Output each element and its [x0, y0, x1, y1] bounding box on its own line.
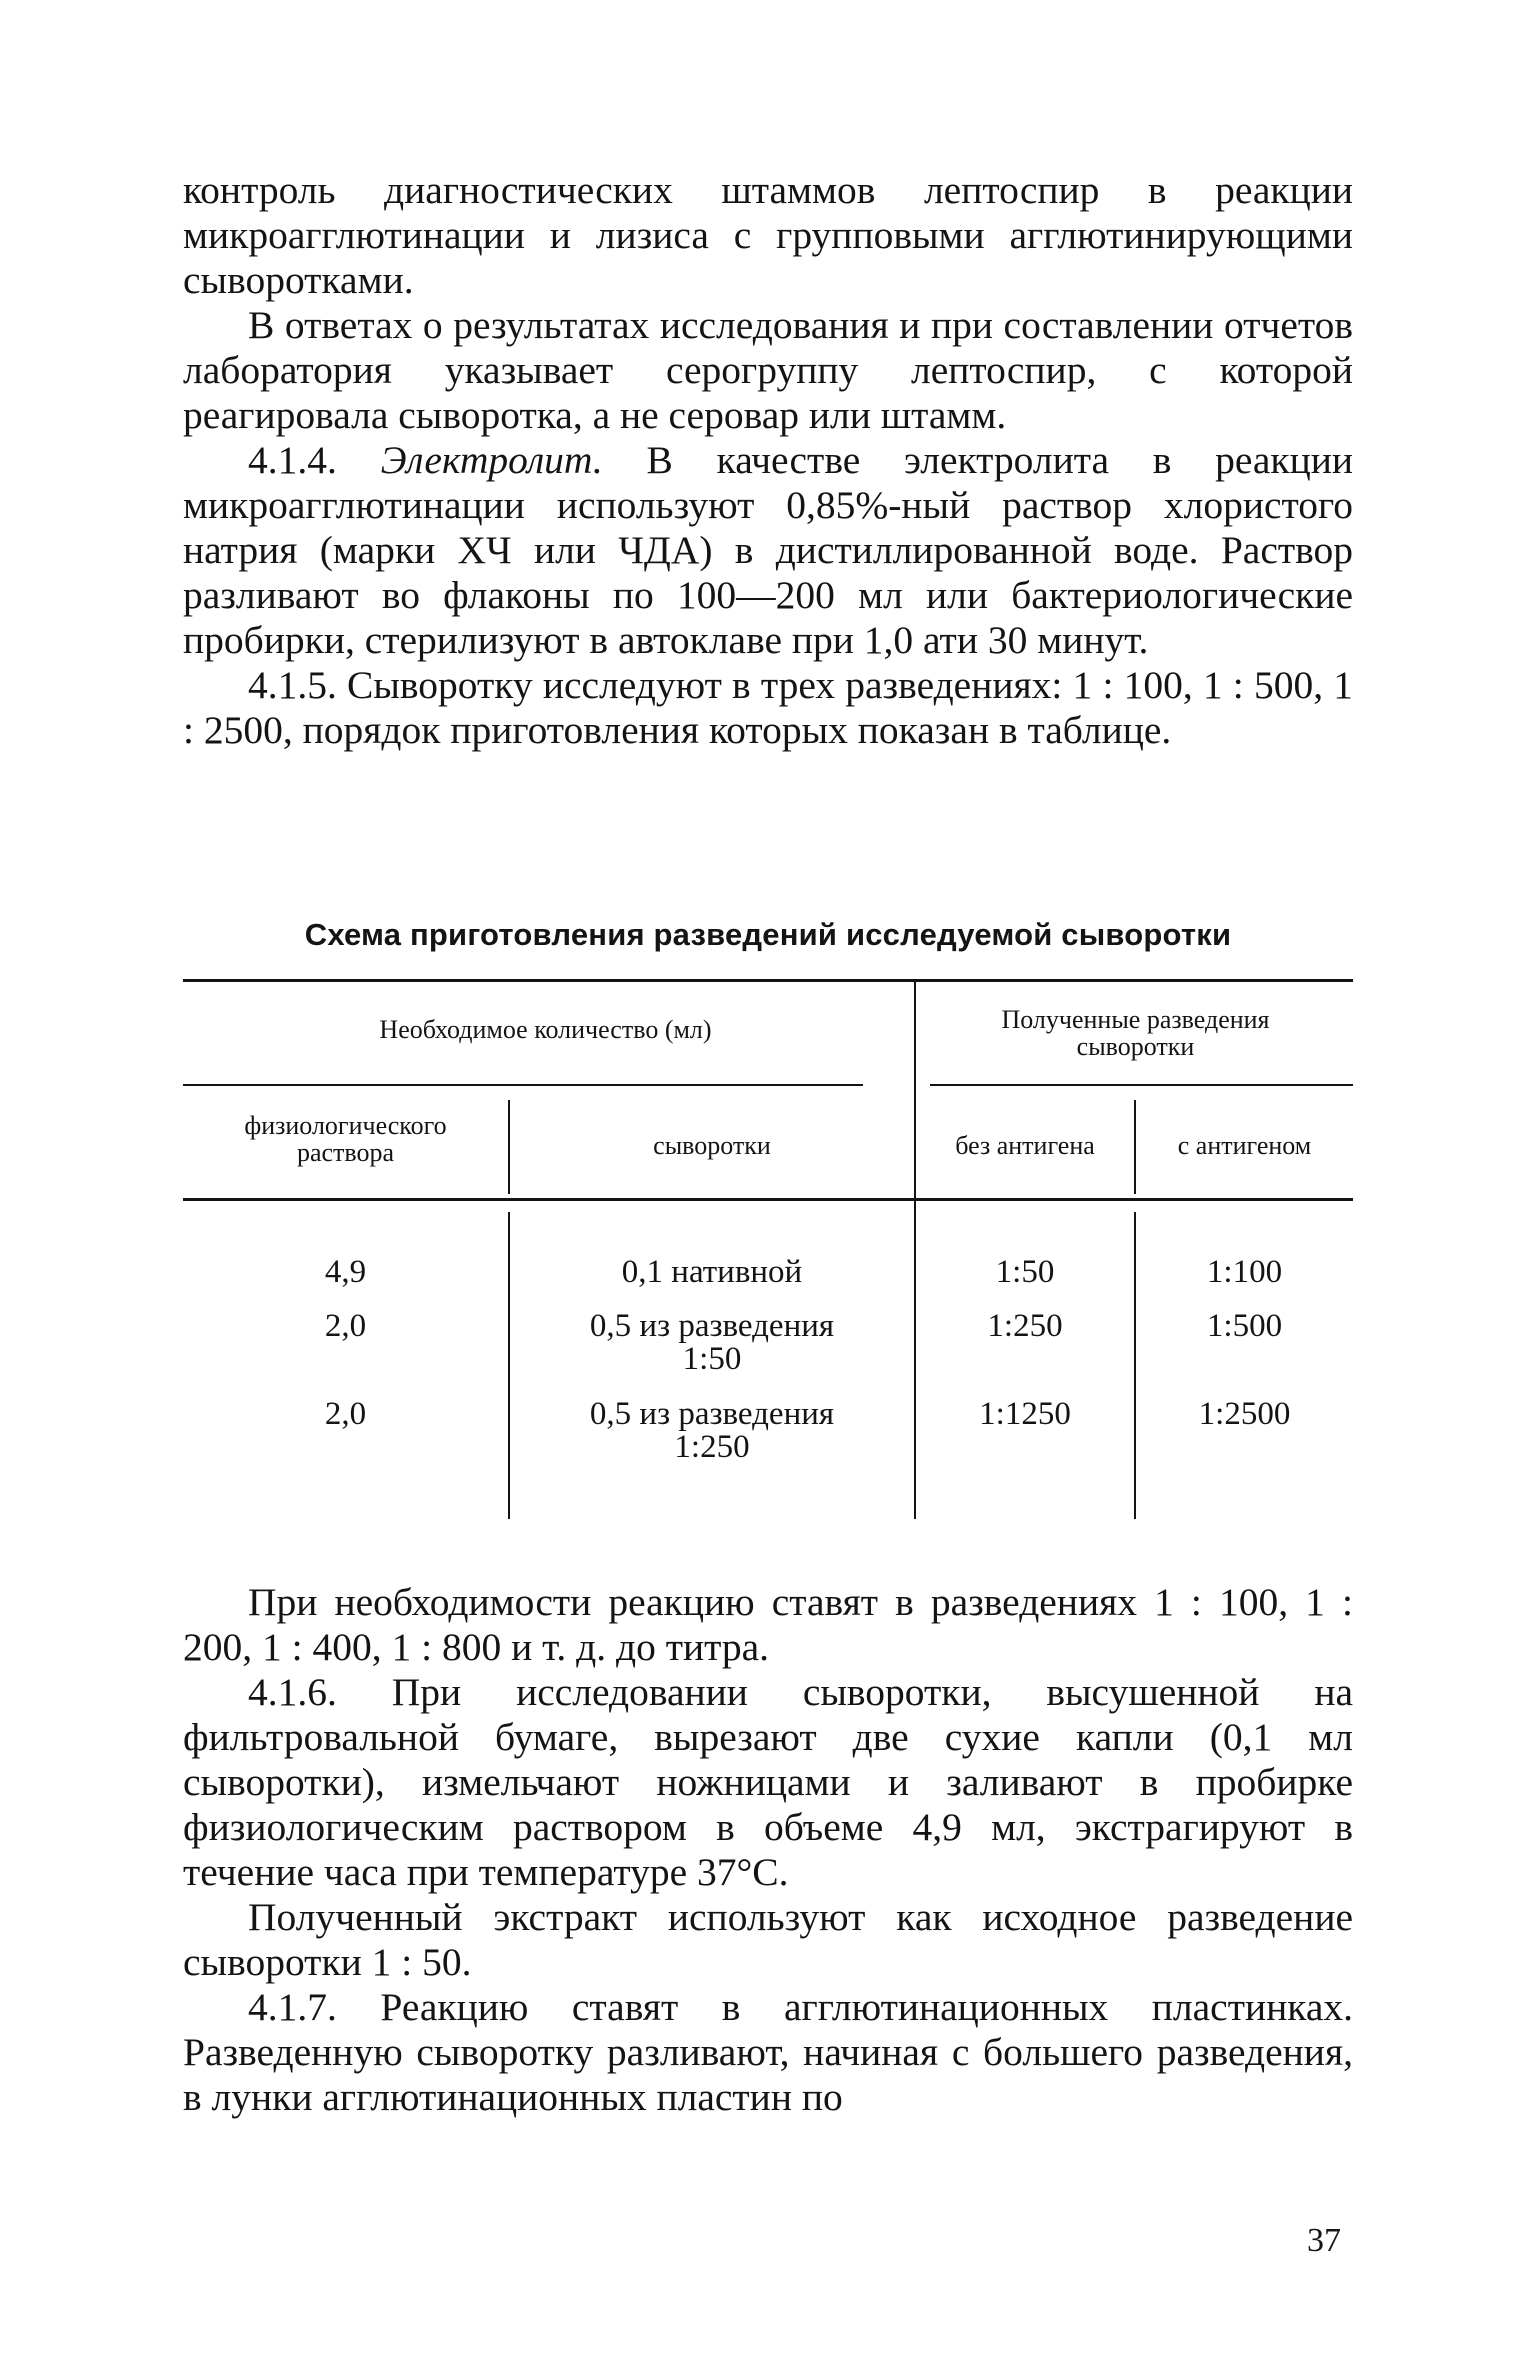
paragraph-dilutions: 4.1.5. Сыворотку исследуют в трех разведениях: 1 : 100, 1 : 500, 1 : 2500, порядок приготовления которых показан в таблице. [183, 663, 1353, 752]
col-header-saline-line2: раствора [296, 1138, 395, 1167]
row-2-serum [510, 1310, 914, 1376]
table-top-rule [183, 979, 1353, 982]
group-header-obtained [918, 1006, 1353, 1060]
header-bottom-rule [183, 1198, 1353, 1201]
row-3-serum-line1: 0,5 из разведения [589, 1396, 835, 1432]
group-header-obtained-line1: Полученные разведения [1001, 1005, 1270, 1034]
bottom-text-block [183, 1580, 1353, 2120]
column-divider-main [914, 982, 916, 1519]
row-2-saline: 2,0 [324, 1308, 367, 1344]
page-number: 37 [1307, 2222, 1341, 2259]
group-header-obtained-line2: сыворотки [1076, 1032, 1195, 1061]
col-header-without-antigen: без антигена [955, 1131, 1095, 1160]
paragraph-titre: При необходимости реакцию ставят в разведениях 1 : 100, 1 : 200, 1 : 400, 1 : 800 и т. д. до титра. [183, 1580, 1353, 1669]
paragraph-continuation: контроль диагностических штаммов лептоспир в реакции микроагглютинации и лизиса с групповыми агглютинирующими сыворотками. [183, 168, 1353, 302]
paragraph-extract: Полученный экстракт используют как исходное разведение сыворотки 1 : 50. [183, 1895, 1353, 1984]
row-3-saline: 2,0 [324, 1396, 367, 1432]
paragraph-dried-serum: 4.1.6. При исследовании сыворотки, высушенной на фильтровальной бумаге, вырезают две сухие капли (0,1 мл сыворотки), измельчают ножницами и заливают в пробирке физиологическим раствором в объеме 4,9 мл, экстрагируют в течение часа при температуре 37°С. [183, 1670, 1353, 1894]
col-header-with-antigen: с антигеном [1177, 1131, 1312, 1160]
paragraph-reporting: В ответах о результатах исследования и при составлении отчетов лаборатория указывает серогруппу лептоспир, с которой реагировала сыворотка, а не серовар или штамм. [183, 303, 1353, 437]
table-caption: Схема приготовления разведений исследуемой сыворотки [304, 917, 1232, 952]
row-3-serum-line2: 1:250 [674, 1429, 750, 1465]
section-number: 4.1.4. [248, 438, 337, 482]
paragraph-electrolyte [183, 438, 1353, 663]
paragraph-electrolyte-text: В качестве электролита в реакции микроагглютинации используют 0,85%-ный раствор хлористого натрия (марки ХЧ или ЧДА) в дистиллированной воде. Раствор разливают во флаконы по 100—200 мл или бактериологические пробирки, стерилизуют в автоклаве при 1,0 ати 30 минут. [183, 438, 1354, 662]
group-header-required: Необходимое количество (мл) [379, 1015, 712, 1044]
row-1-without-antigen: 1:50 [995, 1254, 1055, 1290]
row-2-without-antigen: 1:250 [987, 1308, 1063, 1344]
row-3-without-antigen: 1:1250 [979, 1396, 1071, 1432]
col-header-saline-line1: физиологического [244, 1111, 447, 1140]
col-header-serum: сыворотки [653, 1131, 771, 1160]
row-3-with-antigen: 1:2500 [1198, 1396, 1291, 1432]
group-header-rule-right [930, 1084, 1353, 1086]
row-2-serum-line1: 0,5 из разведения [589, 1308, 835, 1344]
row-2-with-antigen: 1:500 [1206, 1308, 1283, 1344]
row-1-saline: 4,9 [324, 1254, 367, 1290]
group-header-rule-left [183, 1084, 863, 1086]
row-1-serum [510, 1256, 914, 1289]
row-1-with-antigen: 1:100 [1206, 1254, 1283, 1290]
section-title-electrolyte: Электролит. [380, 438, 603, 482]
top-text-block [183, 168, 1353, 753]
paragraph-plates: 4.1.7. Реакцию ставят в агглютинационных пластинках. Разведенную сыворотку разливают, начиная с большего разведения, в лунки агглютинационных пластин по [183, 1985, 1353, 2119]
col-header-saline [183, 1112, 508, 1166]
row-2-serum-line2: 1:50 [682, 1341, 742, 1377]
row-3-serum [510, 1398, 914, 1464]
row-1-serum-line1: 0,1 нативной [621, 1254, 803, 1290]
